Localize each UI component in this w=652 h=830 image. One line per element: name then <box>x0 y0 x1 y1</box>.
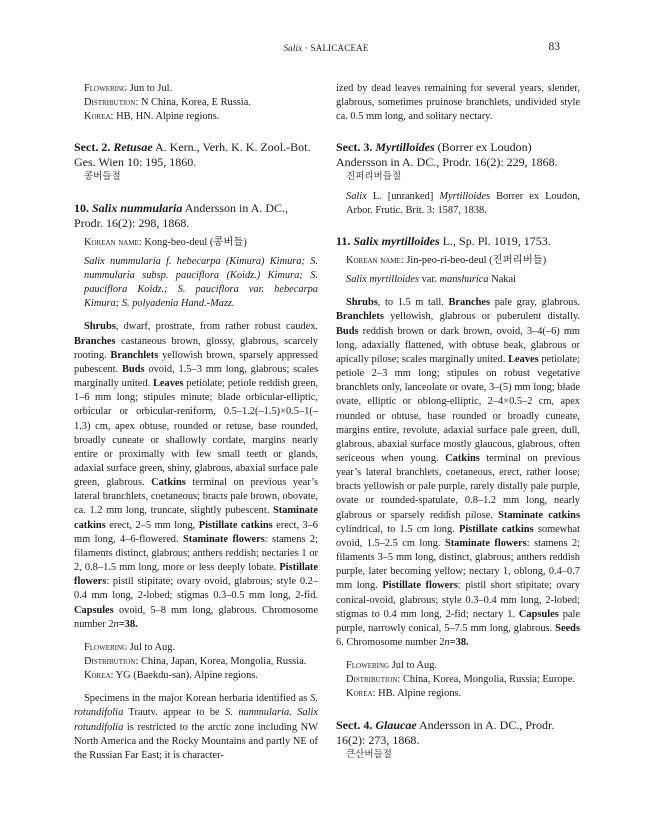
section-3-heading <box>336 140 580 170</box>
left-column <box>74 82 318 763</box>
page-header <box>0 42 652 56</box>
species-11-distribution-line <box>336 673 580 687</box>
section-4-name: Glaucae <box>375 717 417 732</box>
species-11-heading <box>336 234 580 249</box>
species-11-citation: L., Sp. Pl. 1019, 1753. <box>442 233 551 248</box>
section-4-citation: Andersson in A. DC., Prodr. 16(2): 273, 1868. <box>336 717 555 747</box>
species-10-flowering-line <box>74 641 318 655</box>
species-10-citation: Andersson in A. DC., Prodr. 16(2): 298, 1868. <box>74 200 289 230</box>
distribution-label: Distribution: <box>84 656 139 667</box>
korea-text: YG (Baekdu-san). Alpine regions. <box>115 670 258 682</box>
species-10-korean-name-line <box>74 236 318 250</box>
species-10-note: Specimens in the major Korean herbaria identified as S. rotundifolia Trautv. appear to be S. nummularia. Salix rotundifolia is restricted to the arctic zone including NW North America and the Rocky Mountains and partly NE of the Russian Far East; it is character- <box>74 693 318 761</box>
species-11-flowering-line <box>336 659 580 673</box>
korea-label: Korea: <box>84 670 114 682</box>
species-10-number: 10. <box>74 200 89 215</box>
section-3-synonym: Salix L. [unranked] Myrtilloides Borrer ex Loudon, Arbor. Frutic. Brit. 3: 1587, 1838. <box>346 190 580 216</box>
species-11-synonym: Salix myrtilloides var. manshurica Nakai <box>346 274 517 286</box>
species-10-korea-line <box>74 669 318 683</box>
korean-name-text: Jin-peo-ri-beo-deul (진퍼리버들) <box>406 254 547 266</box>
flowering-text: Jul to Aug. <box>391 660 438 672</box>
distribution-line <box>74 96 318 110</box>
korea-line <box>74 110 318 124</box>
section-2-korean-name: 콩버들절 <box>84 171 121 183</box>
section-2-heading <box>74 140 318 170</box>
section-3-name: Myrtilloides <box>375 140 435 155</box>
flowering-label: Flowering <box>84 83 128 94</box>
korean-name-label: Korean name: <box>346 254 404 266</box>
section-3-korean-name: 진퍼리버들절 <box>346 171 402 183</box>
species-10-description: Shrubs, dwarf, prostrate, from rather robust caudex. Branches castaneous brown, glossy, glabrous, scarcely rooting. Branchlets yellowish brown, sparsely appressed pubescent. Buds ovoid, 1.5–3 mm long, glabrous; scales marginally united. Leaves petiolate; petiole reddish green, 1–6 mm long; stipules minute; blade orbicular-elliptic, orbicular or orbicular-reniform, 0.5–1.2(–1.5)×0.5–1(–1.3) cm, apex obtuse, rounded or retuse, base rounded, broadly cuneate or shallowly cordate, margins nearly entire or proximally with few small teeth or glands, adaxial surface green, shiny, glabrous, abaxial surface pale green, glabrous. Catkins terminal on previous year’s lateral branchlets, coetaneous; bracts pale brown, obovate, ca. 1.2 mm long, truncate, slightly pubescent. Staminate catkins erect, 2–5 mm long, Pistillate catkins erect, 3–6 mm long, 4–6-flowered. Staminate flowers: stamens 2; filaments distinct, glabrous; anthers reddish; nectaries 1 or 2, 0.8–1.5 mm long, more or less deeply lobate. Pistillate flowers: pistil stipitate; ovary ovoid, glabrous; style 0.2–0.4 mm long, 2-lobed; stigmas 0.3–0.5 mm long, 2-fid. Capsules ovoid, 5–8 mm long, glabrous. Chromosome number 2n=38. <box>74 321 319 630</box>
section-2-prefix: Sect. 2. <box>74 140 111 155</box>
section-2-citation: A. Kern., Verh. K. K. Zool.-Bot. Ges. Wien 10: 195, 1860. <box>74 140 311 170</box>
korean-name-label: Korean name: <box>84 236 142 248</box>
korea-label: Korea: <box>84 111 114 123</box>
page-number: 83 <box>548 41 560 53</box>
section-2-name: Retusae <box>113 140 153 155</box>
distribution-label: Distribution: <box>346 674 401 686</box>
flowering-text: Jun to Jul. <box>129 83 173 94</box>
distribution-text: China, Japan, Korea, Mongolia, Russia. <box>140 656 307 667</box>
distribution-text: N China, Korea, E Russia. <box>140 97 251 109</box>
korea-label: Korea: <box>346 688 376 700</box>
section-3-citation: (Borrer ex Loudon) Andersson in A. DC., Prodr. 16(2): 229, 1868. <box>336 140 558 170</box>
species-10-name: Salix nummularia <box>92 200 183 215</box>
species-11-korea-line <box>336 687 580 701</box>
species-10-heading <box>74 201 318 231</box>
species-11-korean-name-line <box>336 254 580 268</box>
species-11-number: 11. <box>336 233 351 248</box>
section-4-prefix: Sect. 4. <box>336 717 373 732</box>
korean-name-text: Kong-beo-deul (콩버들) <box>144 236 247 248</box>
distribution-label: Distribution: <box>84 97 139 109</box>
species-11-description: Shrubs, to 1.5 m tall. Branches pale gray, glabrous. Branchlets yellowish, glabrous or puberulent distally. Buds reddish brown or dark brown, ovoid, 3–4(–6) mm long, adaxially flattened, with obtuse beak, glabrous or apically pilose; scales marginally united. Leaves petiolate; petiole 2–3 mm long; stipules on robust vegetative branchlets only, lanceolate or ovate, 3–(5) mm long; blade ovate, elliptic or oblong-elliptic, 2–4×0.5–2 cm, apex rounded or obtuse, base rounded or broadly cuneate, margins entire, revolute, adaxial surface pale green, dull, glabrous, abaxial surface mostly glaucous, glabrous, often sericeous when young. Catkins terminal on previous year’s lateral branchlets, coetaneous, erect, rather loose; bracts yellowish or pale purple, rarely distally pale purple, ovate or rounded-spatulate, 0.8–1.2 mm long, nearly glabrous or sparsely reddish pilose. Staminate catkins cylindrical, to 1.5 cm long. Pistillate catkins somewhat ovoid, 1.5–2.5 cm long. Staminate flowers: stamens 2; filaments 3–5 mm long, distinct, glabrous; anthers reddish purple, later becoming yellow; nectary 1, oblong, 0.4–0.7 mm long. Pistillate flowers: pistil short stipitate; ovary conical-ovoid, glabrous; style 0.3–0.4 mm long, 2-lobed; stigmas to 0.4 mm long, 2-fid; nectary 1. Capsules pale purple, narrowly conical, 5–7.5 mm long, glabrous. Seeds 6. Chromosome number 2n=38. <box>336 297 581 648</box>
right-column <box>336 82 580 762</box>
running-head-genus: Salix <box>283 43 303 53</box>
flowering-label: Flowering <box>84 641 128 653</box>
flowering-label: Flowering <box>346 660 390 672</box>
korea-text: HB. Alpine regions. <box>378 688 462 700</box>
species-10-distribution-line <box>74 655 318 669</box>
korea-text: HB, HN. Alpine regions. <box>116 111 220 123</box>
section-4-korean-name: 큰산버들절 <box>346 748 392 760</box>
distribution-text: China, Korea, Mongolia, Russia; Europe. <box>402 674 575 686</box>
flowering-line <box>74 82 318 96</box>
running-head-separator: · <box>302 43 311 53</box>
species-10-synonyms: Salix nummularia f. hebecarpa (Kimura) Kimura; S. nummularia subsp. pauciflora (Koidz.) Kimura; S. pauciflora Koidz.; S. pauciflora var. hebecarpa Kimura; S. polyadenia Hand.-Mazz. <box>84 255 318 310</box>
flowering-text: Jul to Aug. <box>129 641 176 653</box>
species-11-name: Salix myrtilloides <box>353 233 440 248</box>
section-4-heading <box>336 718 580 748</box>
running-head-family: SALICACEAE <box>310 43 369 53</box>
section-3-prefix: Sect. 3. <box>336 140 373 155</box>
continued-text: ized by dead leaves remaining for several years, slender, glabrous, sometimes pruinose branchlets, undivided style ca. 0.5 mm long, and solitary nectary. <box>336 83 580 123</box>
